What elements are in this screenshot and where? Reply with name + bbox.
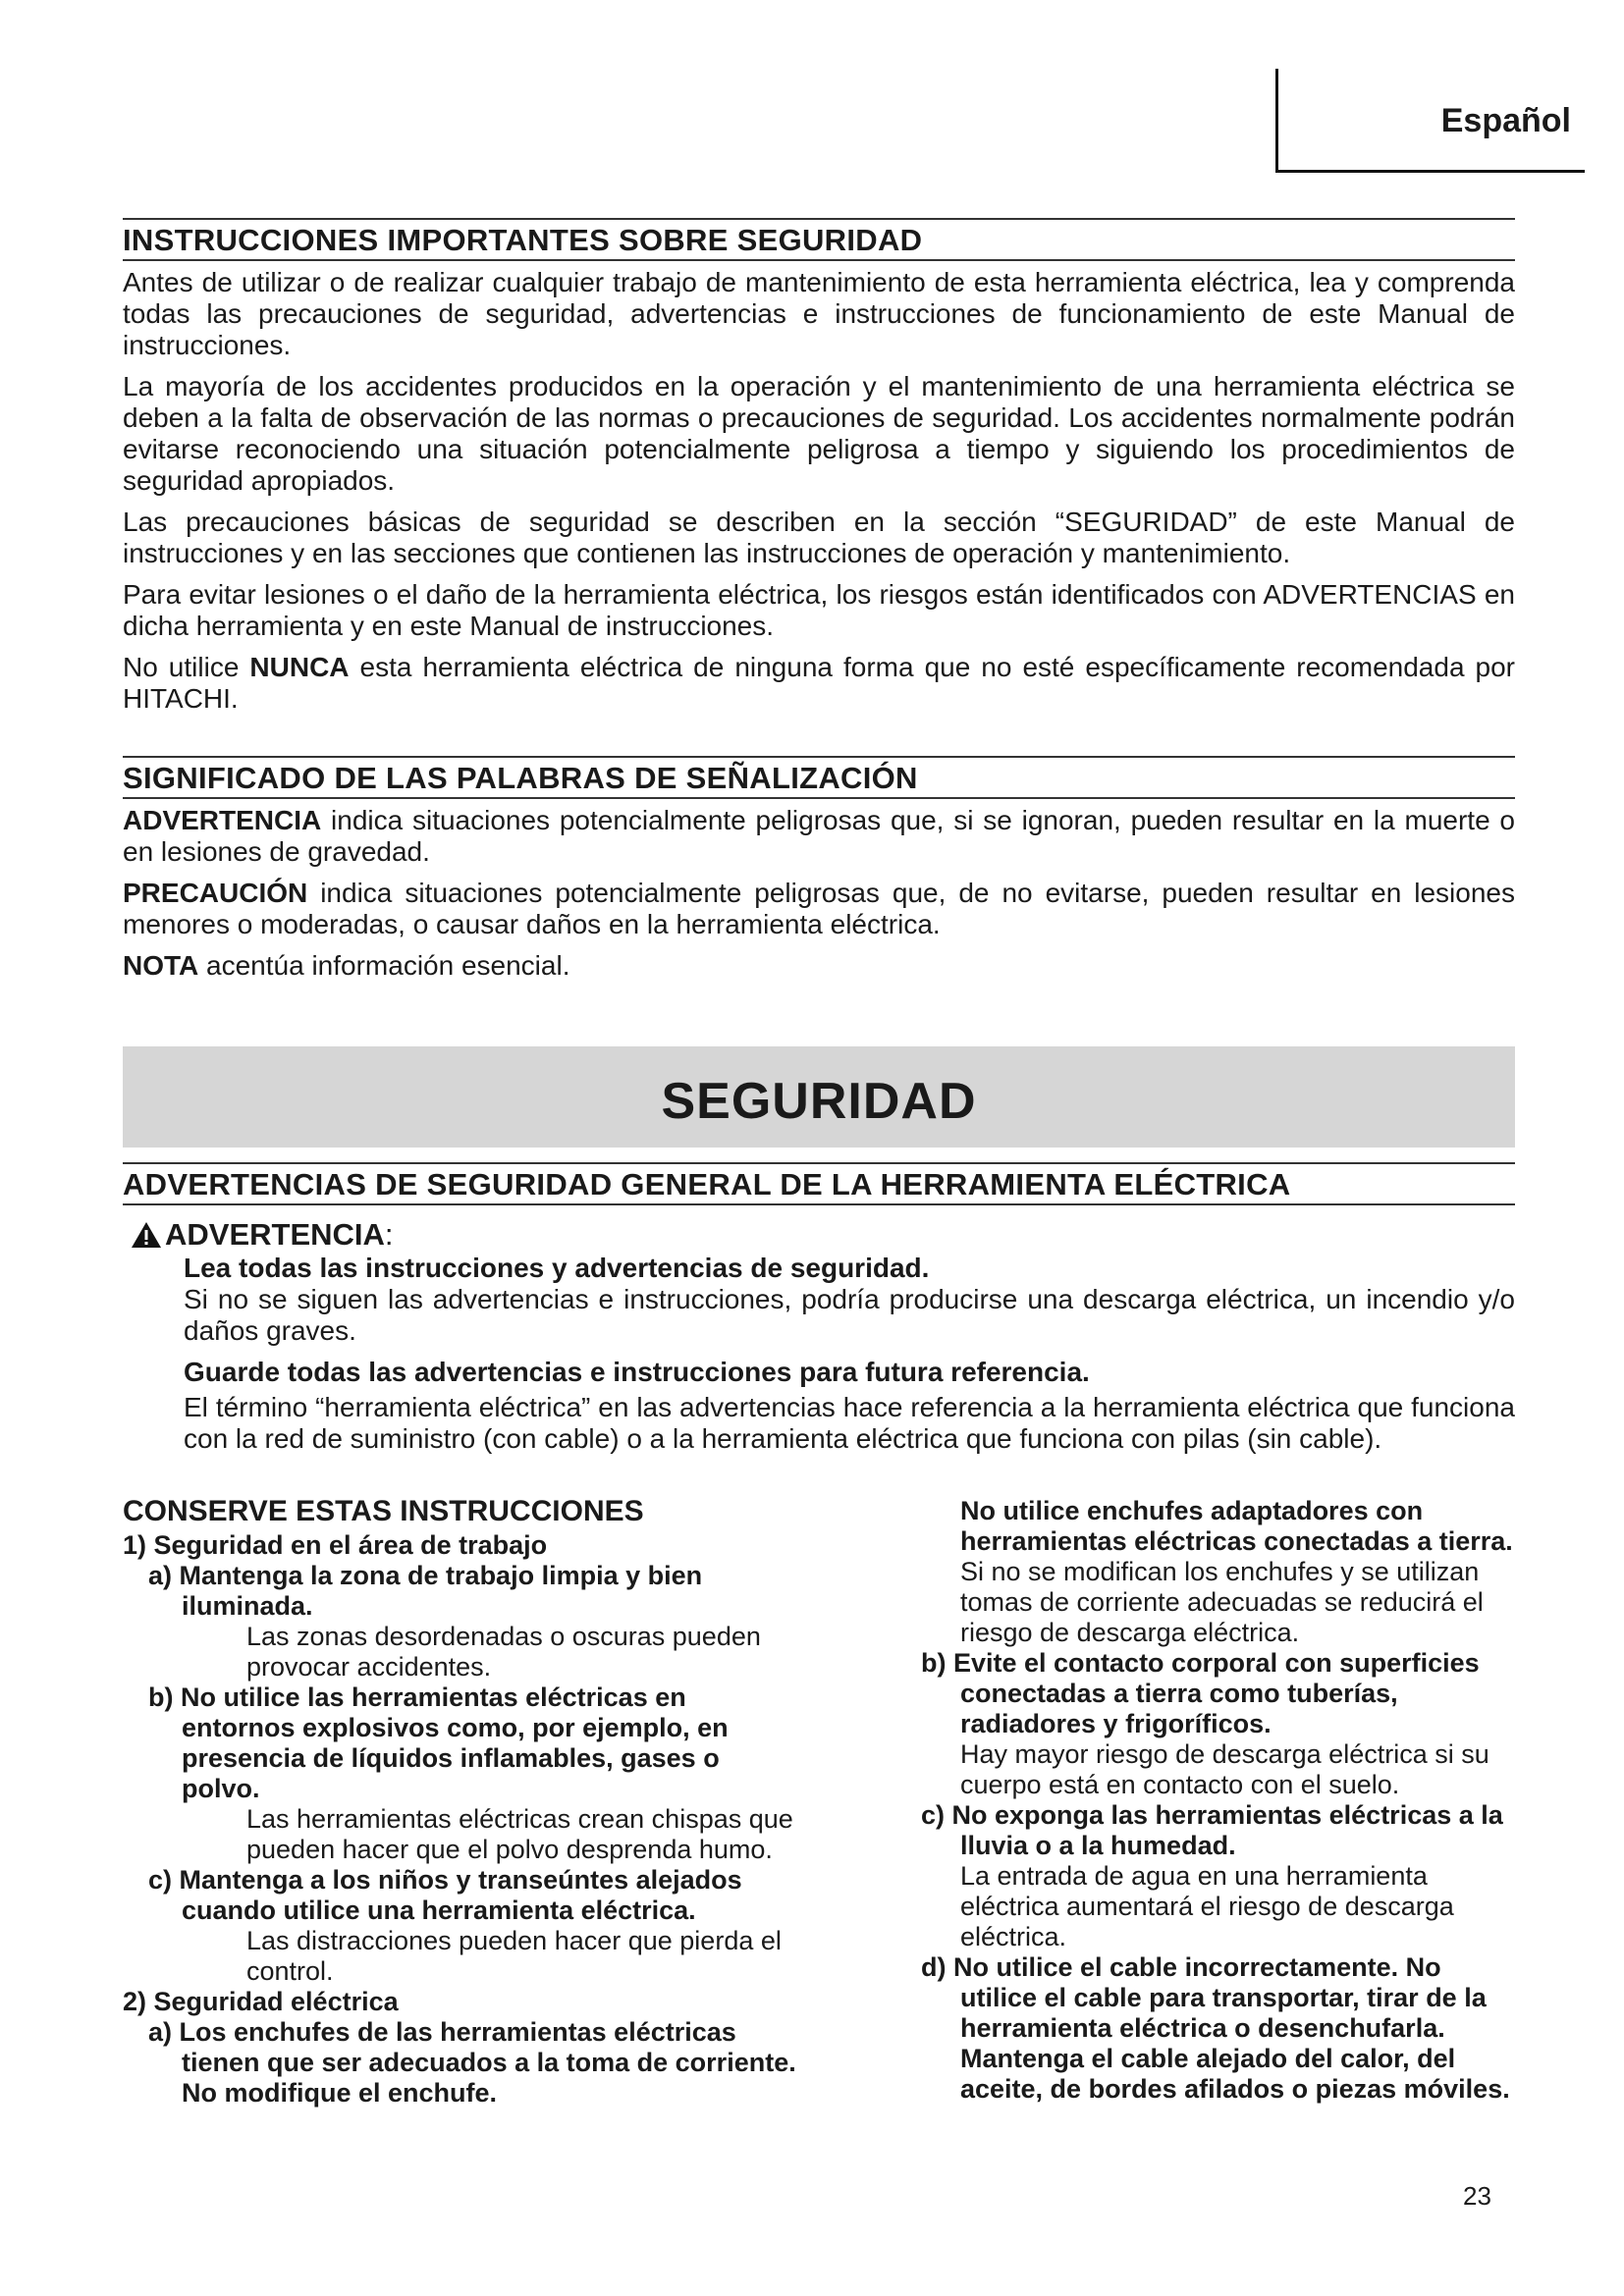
banner-title: SEGURIDAD <box>661 1073 977 1130</box>
right-column <box>895 1496 1514 2105</box>
page-number: 23 <box>1463 2181 1491 2211</box>
text: indica situaciones potencialmente peligrosas que, si se ignoran, pueden resultar en la muerte o en lesiones de gravedad. <box>123 805 1515 867</box>
paragraph: Para evitar lesiones o el daño de la herramienta eléctrica, los riesgos están identificados con ADVERTENCIAS en dicha herramienta y en este Manual de instrucciones. <box>123 579 1515 641</box>
emphasis: NUNCA <box>249 652 350 682</box>
list-item-text: Si no se modifican los enchufes y se utilizan tomas de corriente adecuadas se reducirá el riesgo de descarga eléctrica. <box>960 1557 1484 1647</box>
list-item-text: Las zonas desordenadas o oscuras pueden provocar accidentes. <box>246 1622 761 1682</box>
paragraph <box>123 950 1515 982</box>
paragraph: Antes de utilizar o de realizar cualquier trabajo de mantenimiento de esta herramienta eléctrica, lea y comprenda todas las precauciones de seguridad, advertencias e instrucciones de funcionamiento de este Manual de instrucciones. <box>123 267 1515 360</box>
text: acentúa información esencial. <box>198 950 570 981</box>
subsection-title: 2) Seguridad eléctrica <box>123 1987 399 2016</box>
safety-banner <box>123 1046 1515 1148</box>
section-title: ADVERTENCIAS DE SEGURIDAD GENERAL DE LA HERRAMIENTA ELÉCTRICA <box>123 1162 1515 1205</box>
paragraph: La mayoría de los accidentes producidos en la operación y el mantenimiento de una herramienta eléctrica se deben a la falta de observación de las normas o precauciones de seguridad. Los accidentes normalmente podrán evitarse reconociendo una situación potencialmente peligrosa a tiempo y siguiendo los procedimientos de seguridad apropiados. <box>123 371 1515 496</box>
warning-colon: : <box>384 1217 394 1252</box>
section-title: INSTRUCCIONES IMPORTANTES SOBRE SEGURIDAD <box>123 218 1515 261</box>
list-item-text: La entrada de agua en una herramienta eléctrica aumentará el riesgo de descarga eléctrica. <box>960 1861 1454 1951</box>
signal-words-section <box>123 756 1515 991</box>
signal-word: NOTA <box>123 950 199 981</box>
paragraph: Si no se siguen las advertencias e instrucciones, podría producirse una descarga eléctrica, un incendio y/o daños graves. <box>184 1284 1515 1346</box>
signal-word: ADVERTENCIA <box>123 805 322 835</box>
warning-heading <box>130 1217 394 1253</box>
paragraph: Las precauciones básicas de seguridad se describen en la sección “SEGURIDAD” de este Manual de instrucciones y en las secciones que contienen las instrucciones de operación y mantenimiento. <box>123 507 1515 568</box>
signal-word: PRECAUCIÓN <box>123 878 308 908</box>
paragraph: El término “herramienta eléctrica” en las advertencias hace referencia a la herramienta eléctrica que funciona con la red de suministro (con cable) o a la herramienta eléctrica que funciona con pilas (sin cable). <box>184 1392 1515 1454</box>
list-item-bold: d) No utilice el cable incorrectamente. No utilice el cable para transportar, tirar de la herramienta eléctrica o desenchufarla. Mantenga el cable alejado del calor, del aceite, de bordes afilados o piezas móviles. <box>921 1952 1510 2104</box>
list-item-bold: b) No utilice las herramientas eléctricas en entornos explosivos como, por ejemplo, en presencia de líquidos inflamables, gases o polvo. <box>148 1682 729 1803</box>
paragraph <box>123 805 1515 868</box>
list-item-bold: c) Mantenga a los niños y transeúntes alejados cuando utilice una herramienta eléctrica. <box>148 1865 742 1925</box>
language-tab-horizontal-rule <box>1275 170 1585 173</box>
text: No utilice <box>123 652 250 682</box>
list-item-bold: a) Los enchufes de las herramientas eléctricas tienen que ser adecuados a la toma de corriente. No modifique el enchufe. <box>148 2017 796 2108</box>
list-item-text: Las distracciones pueden hacer que pierda el control. <box>246 1926 782 1986</box>
language-tab-vertical-rule <box>1275 69 1278 173</box>
list-item-bold: No utilice enchufes adaptadores con herramientas eléctricas conectadas a tierra. <box>960 1496 1513 1556</box>
warning-label: ADVERTENCIA <box>165 1217 385 1252</box>
important-instructions-section <box>123 218 1515 724</box>
section-title: SIGNIFICADO DE LAS PALABRAS DE SEÑALIZACIÓN <box>123 756 1515 799</box>
list-item-bold: c) No exponga las herramientas eléctricas a la lluvia o a la humedad. <box>921 1800 1503 1860</box>
warning-body <box>184 1253 1515 1465</box>
text: indica situaciones potencialmente peligrosas que, de no evitarse, pueden resultar en lesiones menores o moderadas, o causar daños en la herramienta eléctrica. <box>123 878 1515 939</box>
instruction-bold: Lea todas las instrucciones y advertencias de seguridad. <box>184 1253 930 1283</box>
subsection-title: 1) Seguridad en el área de trabajo <box>123 1530 548 1560</box>
paragraph <box>123 878 1515 940</box>
list-item-text: Las herramientas eléctricas crean chispas que pueden hacer que el polvo desprenda humo. <box>246 1804 793 1864</box>
column-heading: CONSERVE ESTAS INSTRUCCIONES <box>123 1495 644 1527</box>
list-item-text: Hay mayor riesgo de descarga eléctrica si su cuerpo está en contacto con el suelo. <box>960 1739 1489 1799</box>
paragraph <box>123 652 1515 715</box>
instruction-bold: Guarde todas las advertencias e instrucciones para futura referencia. <box>184 1357 1090 1387</box>
list-item-bold: b) Evite el contacto corporal con superficies conectadas a tierra como tuberías, radiadores y frigoríficos. <box>921 1648 1480 1738</box>
left-column <box>123 1496 800 2109</box>
list-item-bold: a) Mantenga la zona de trabajo limpia y bien iluminada. <box>148 1561 703 1621</box>
warning-triangle-icon <box>130 1220 163 1250</box>
language-label: Español <box>1440 102 1571 139</box>
general-warnings-section <box>123 1162 1515 1205</box>
text: esta herramienta eléctrica de ninguna forma que no esté específicamente recomendada por HITACHI. <box>123 652 1515 714</box>
